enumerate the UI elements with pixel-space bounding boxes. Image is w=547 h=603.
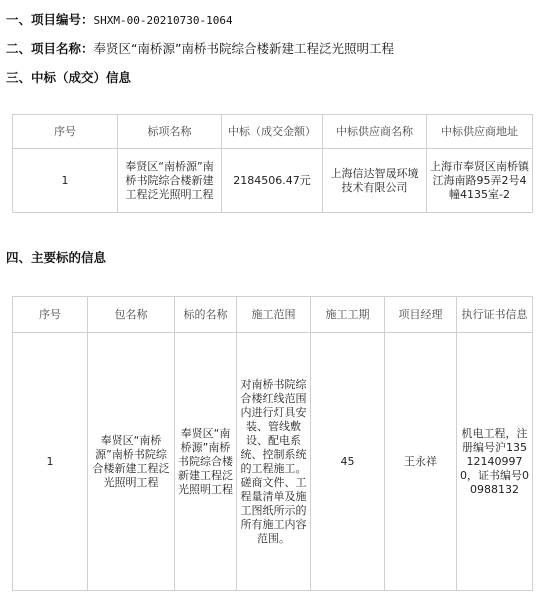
main-col-package-name: 包名称 [88, 297, 175, 333]
main-table-header [13, 297, 533, 333]
award-cell-amount: 2184506.47元 [222, 149, 323, 213]
award-cell-supplier-name: 上海信达智晟环境技术有限公司 [323, 149, 427, 213]
main-cell-package-name: 奉贤区“南桥源”南桥书院综合楼新建工程泛光照明工程 [88, 333, 175, 591]
main-col-duration: 施工工期 [311, 297, 385, 333]
main-cell-index: 1 [13, 333, 88, 591]
main-subject-table [12, 296, 533, 591]
main-col-certificate: 执行证书信息 [457, 297, 533, 333]
award-cell-index: 1 [13, 149, 118, 213]
main-col-index: 序号 [13, 297, 88, 333]
award-cell-supplier-address: 上海市奉贤区南桥镇江海南路95弄2号4幢4135室-2 [427, 149, 533, 213]
award-table-header [13, 115, 533, 149]
table-row [13, 149, 533, 213]
award-col-supplier-address: 中标供应商地址 [427, 115, 533, 149]
project-name-value: 奉贤区“南桥源”南桥书院综合楼新建工程泛光照明工程 [93, 41, 394, 56]
main-col-subject-name: 标的名称 [175, 297, 237, 333]
award-cell-lot-name: 奉贤区“南桥源”南桥书院综合楼新建工程泛光照明工程 [118, 149, 222, 213]
project-name-label: 二、项目名称： [6, 41, 94, 56]
main-col-manager: 项目经理 [385, 297, 457, 333]
table-row [13, 333, 533, 591]
award-col-supplier-name: 中标供应商名称 [323, 115, 427, 149]
main-subject-section-title: 四、主要标的信息 [6, 250, 107, 265]
project-number-label: 一、项目编号： [6, 12, 94, 27]
main-cell-scope: 对南桥书院综合楼红线范围内进行灯具安装、管线敷设、配电系统、控制系统的工程施工。磋商文件、工程量清单及施工图纸所示的所有施工内容范围。 [237, 333, 311, 591]
project-name-line [6, 39, 394, 57]
main-col-scope: 施工范围 [237, 297, 311, 333]
award-col-lot-name: 标项名称 [118, 115, 222, 149]
main-cell-certificate: 机电工程，注册编号沪13512140997 0，证书编号00988132 [457, 333, 533, 591]
main-cell-manager: 王永祥 [385, 333, 457, 591]
main-cell-subject-name: 奉贤区“南桥源”南桥书院综合楼新建工程泛光照明工程 [175, 333, 237, 591]
main-cell-duration: 45 [311, 333, 385, 591]
award-section-title: 三、中标（成交）信息 [6, 70, 132, 85]
project-number-value: SHXM-00-20210730-1064 [93, 14, 233, 27]
award-table [12, 114, 533, 213]
project-number-line [6, 10, 233, 28]
award-col-index: 序号 [13, 115, 118, 149]
award-col-amount: 中标（成交金额） [222, 115, 323, 149]
